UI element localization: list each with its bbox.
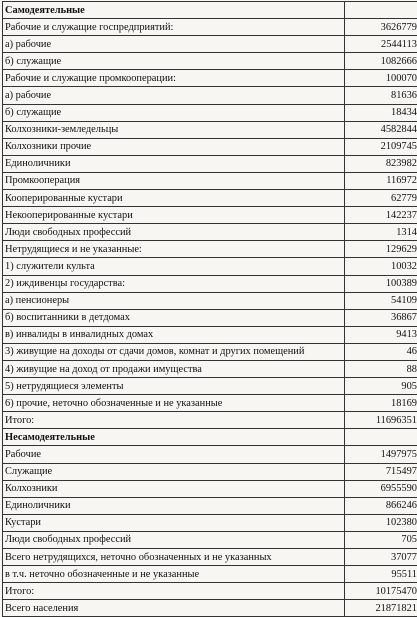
table-row [3,446,417,463]
row-label: в т.ч. неточно обозначенные и не указанные [3,566,345,583]
row-value: 62779 [345,190,417,207]
row-label: а) рабочие [3,36,345,53]
row-value: 866246 [345,497,417,514]
row-value: 3626779 [345,19,417,36]
table-row [3,155,417,172]
row-label: б) воспитанники в детдомах [3,309,345,326]
table-row [3,378,417,395]
row-value: 905 [345,378,417,395]
section-header-row [3,429,417,446]
row-value: 21871821 [345,600,417,617]
row-label: Рабочие [3,446,345,463]
row-value: 1082666 [345,53,417,70]
row-label: Служащие [3,463,345,480]
table-row [3,326,417,343]
row-value: 18434 [345,104,417,121]
section-title: Несамодеятельные [3,429,345,446]
row-label: Колхозники-земледельцы [3,121,345,138]
row-value: 705 [345,531,417,548]
row-value: 81636 [345,87,417,104]
table-row [3,241,417,258]
table-row [3,497,417,514]
table-row [3,566,417,583]
population-table [2,1,417,617]
row-label: Промкооперация [3,172,345,189]
row-label: б) служащие [3,53,345,70]
row-value: 142237 [345,207,417,224]
table-row [3,412,417,429]
row-value: 37077 [345,549,417,566]
table-row [3,514,417,531]
row-value: 100389 [345,275,417,292]
table-row [3,224,417,241]
row-value: 6955590 [345,480,417,497]
row-label: в) инвалиды в инвалидных домах [3,326,345,343]
table-row [3,343,417,360]
table-row [3,463,417,480]
row-label: Рабочие и служащие госпредприятий: [3,19,345,36]
table-row [3,87,417,104]
row-label: 6) прочие, неточно обозначенные и не указанные [3,395,345,412]
row-value: 1497975 [345,446,417,463]
row-label: 2) иждивенцы государства: [3,275,345,292]
row-label: Нетрудящиеся и не указанные: [3,241,345,258]
table-row [3,480,417,497]
row-label: Единоличники [3,497,345,514]
row-value: 36867 [345,309,417,326]
table-row [3,104,417,121]
row-label: Люди свободных профессий [3,531,345,548]
table-row [3,258,417,275]
table-row [3,121,417,138]
row-value [345,2,417,19]
table-row [3,292,417,309]
table-row [3,138,417,155]
table-row [3,207,417,224]
row-label: а) рабочие [3,87,345,104]
table-row [3,36,417,53]
section-title: Самодеятельные [3,2,345,19]
table-row [3,600,417,617]
row-value: 46 [345,343,417,360]
row-value: 9413 [345,326,417,343]
table-row [3,53,417,70]
table-body [3,2,417,617]
table-row [3,360,417,377]
row-label: Кустари [3,514,345,531]
row-value: 823982 [345,155,417,172]
row-value: 54109 [345,292,417,309]
row-value: 18169 [345,395,417,412]
table-row [3,275,417,292]
row-label: 5) нетрудящиеся элементы [3,378,345,395]
row-value: 100070 [345,70,417,87]
row-label: Всего нетрудящихся, неточно обозначенных и не указанных [3,549,345,566]
row-label: Итого: [3,412,345,429]
row-label: Единоличники [3,155,345,172]
row-value: 2109745 [345,138,417,155]
row-value: 11696351 [345,412,417,429]
row-value: 95511 [345,566,417,583]
row-label: Некооперированные кустари [3,207,345,224]
row-value: 10032 [345,258,417,275]
row-label: а) пенсионеры [3,292,345,309]
row-label: Итого: [3,583,345,600]
table-row [3,583,417,600]
row-value: 1314 [345,224,417,241]
row-label: б) служащие [3,104,345,121]
table-row [3,395,417,412]
table-row [3,190,417,207]
row-label: Кооперированные кустари [3,190,345,207]
row-label: Рабочие и служащие промкооперации: [3,70,345,87]
section-header-row [3,2,417,19]
row-label: Люди свободных профессий [3,224,345,241]
table-row [3,309,417,326]
table-row [3,549,417,566]
table-row [3,172,417,189]
row-label: Колхозники [3,480,345,497]
row-label: 1) служители культа [3,258,345,275]
table-row [3,531,417,548]
row-value: 4582844 [345,121,417,138]
row-label: Колхозники прочие [3,138,345,155]
row-value: 2544113 [345,36,417,53]
row-value: 102380 [345,514,417,531]
table-row [3,19,417,36]
table-row [3,70,417,87]
row-value: 715497 [345,463,417,480]
row-value: 129629 [345,241,417,258]
row-label: Всего населения [3,600,345,617]
row-label: 4) живущие на доход от продажи имущества [3,360,345,377]
row-value: 88 [345,360,417,377]
row-value: 10175470 [345,583,417,600]
row-value: 116972 [345,172,417,189]
row-value [345,429,417,446]
row-label: 3) живущие на доходы от сдачи домов, комнат и других помещений [3,343,345,360]
